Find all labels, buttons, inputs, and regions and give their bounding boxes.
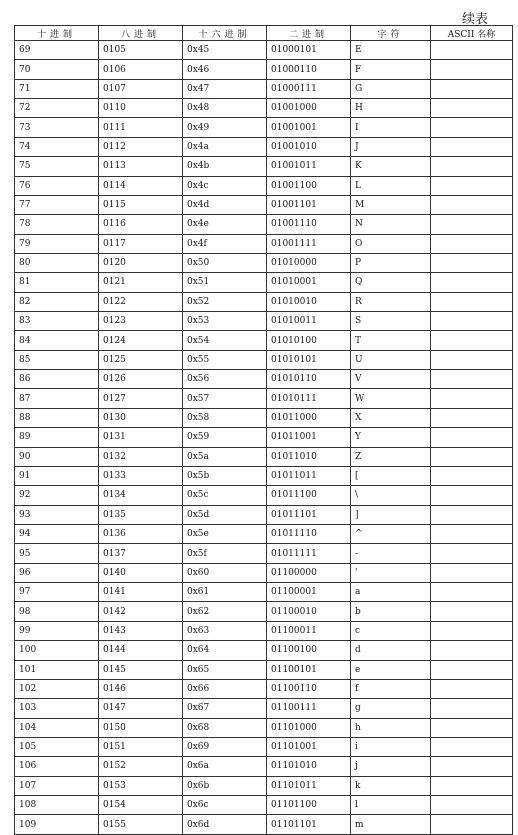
ascii-name-cell (431, 273, 513, 292)
hex-cell: 0x5c (183, 486, 267, 505)
table-row (15, 79, 513, 98)
binary-cell: 01010111 (267, 389, 351, 408)
character-cell: j (351, 757, 431, 776)
character-cell: T (351, 331, 431, 350)
hex-cell: 0x65 (183, 660, 267, 679)
hex-cell: 0x6b (183, 776, 267, 795)
character-cell: R (351, 292, 431, 311)
binary-cell: 01011110 (267, 524, 351, 543)
character-cell: E (351, 41, 431, 60)
table-row (15, 137, 513, 156)
binary-cell: 01100000 (267, 563, 351, 582)
ascii-name-cell (431, 60, 513, 79)
table-row (15, 99, 513, 118)
header-octal: 八进制 (99, 26, 183, 41)
ascii-name-cell (431, 718, 513, 737)
header-ascii-name: ASCII 名称 (431, 26, 513, 41)
ascii-name-cell (431, 350, 513, 369)
octal-cell: 0134 (99, 486, 183, 505)
character-cell: F (351, 60, 431, 79)
binary-cell: 01100010 (267, 602, 351, 621)
decimal-cell: 92 (15, 486, 99, 505)
octal-cell: 0145 (99, 660, 183, 679)
character-cell: g (351, 699, 431, 718)
ascii-name-cell (431, 641, 513, 660)
hex-cell: 0x5e (183, 524, 267, 543)
table-row (15, 641, 513, 660)
character-cell: d (351, 641, 431, 660)
ascii-name-cell (431, 563, 513, 582)
table-row (15, 524, 513, 543)
octal-cell: 0127 (99, 389, 183, 408)
octal-cell: 0155 (99, 815, 183, 834)
character-cell: I (351, 118, 431, 137)
binary-cell: 01010100 (267, 331, 351, 350)
binary-cell: 01001100 (267, 176, 351, 195)
octal-cell: 0146 (99, 679, 183, 698)
hex-cell: 0x6a (183, 757, 267, 776)
hex-cell: 0x4e (183, 215, 267, 234)
table-row (15, 118, 513, 137)
character-cell: X (351, 408, 431, 427)
decimal-cell: 102 (15, 679, 99, 698)
octal-cell: 0113 (99, 157, 183, 176)
table-row (15, 602, 513, 621)
table-row (15, 176, 513, 195)
ascii-name-cell (431, 583, 513, 602)
octal-cell: 0143 (99, 621, 183, 640)
character-cell: l (351, 796, 431, 815)
octal-cell: 0125 (99, 350, 183, 369)
character-cell: i (351, 737, 431, 756)
character-cell: a (351, 583, 431, 602)
decimal-cell: 90 (15, 447, 99, 466)
decimal-cell: 85 (15, 350, 99, 369)
binary-cell: 01101011 (267, 776, 351, 795)
ascii-table (14, 25, 513, 835)
decimal-cell: 91 (15, 466, 99, 485)
binary-cell: 01011111 (267, 544, 351, 563)
octal-cell: 0114 (99, 176, 183, 195)
octal-cell: 0110 (99, 99, 183, 118)
hex-cell: 0x4d (183, 195, 267, 214)
table-row (15, 679, 513, 698)
binary-cell: 01011101 (267, 505, 351, 524)
decimal-cell: 72 (15, 99, 99, 118)
character-cell: [ (351, 466, 431, 485)
decimal-cell: 108 (15, 796, 99, 815)
hex-cell: 0x64 (183, 641, 267, 660)
decimal-cell: 84 (15, 331, 99, 350)
octal-cell: 0133 (99, 466, 183, 485)
binary-cell: 01100111 (267, 699, 351, 718)
hex-cell: 0x66 (183, 679, 267, 698)
character-cell: K (351, 157, 431, 176)
table-row (15, 544, 513, 563)
hex-cell: 0x57 (183, 389, 267, 408)
binary-cell: 01101101 (267, 815, 351, 834)
binary-cell: 01011011 (267, 466, 351, 485)
hex-cell: 0x45 (183, 41, 267, 60)
hex-cell: 0x4c (183, 176, 267, 195)
binary-cell: 01101010 (267, 757, 351, 776)
octal-cell: 0154 (99, 796, 183, 815)
octal-cell: 0135 (99, 505, 183, 524)
decimal-cell: 93 (15, 505, 99, 524)
hex-cell: 0x51 (183, 273, 267, 292)
octal-cell: 0107 (99, 79, 183, 98)
table-row (15, 195, 513, 214)
binary-cell: 01001000 (267, 99, 351, 118)
table-row (15, 312, 513, 331)
ascii-name-cell (431, 776, 513, 795)
binary-cell: 01001110 (267, 215, 351, 234)
decimal-cell: 89 (15, 428, 99, 447)
ascii-name-cell (431, 602, 513, 621)
binary-cell: 01100101 (267, 660, 351, 679)
decimal-cell: 97 (15, 583, 99, 602)
octal-cell: 0141 (99, 583, 183, 602)
ascii-name-cell (431, 389, 513, 408)
binary-cell: 01011100 (267, 486, 351, 505)
decimal-cell: 100 (15, 641, 99, 660)
ascii-name-cell (431, 41, 513, 60)
hex-cell: 0x5d (183, 505, 267, 524)
character-cell: V (351, 370, 431, 389)
hex-cell: 0x6c (183, 796, 267, 815)
decimal-cell: 106 (15, 757, 99, 776)
table-row (15, 718, 513, 737)
table-row (15, 660, 513, 679)
octal-cell: 0112 (99, 137, 183, 156)
binary-cell: 01010101 (267, 350, 351, 369)
character-cell: Y (351, 428, 431, 447)
hex-cell: 0x4a (183, 137, 267, 156)
decimal-cell: 73 (15, 118, 99, 137)
hex-cell: 0x4f (183, 234, 267, 253)
character-cell: G (351, 79, 431, 98)
octal-cell: 0122 (99, 292, 183, 311)
hex-cell: 0x48 (183, 99, 267, 118)
character-cell: M (351, 195, 431, 214)
octal-cell: 0130 (99, 408, 183, 427)
octal-cell: 0124 (99, 331, 183, 350)
decimal-cell: 87 (15, 389, 99, 408)
decimal-cell: 80 (15, 253, 99, 272)
decimal-cell: 82 (15, 292, 99, 311)
hex-cell: 0x61 (183, 583, 267, 602)
hex-cell: 0x68 (183, 718, 267, 737)
table-row (15, 447, 513, 466)
binary-cell: 01010110 (267, 370, 351, 389)
decimal-cell: 98 (15, 602, 99, 621)
table-row (15, 41, 513, 60)
decimal-cell: 70 (15, 60, 99, 79)
decimal-cell: 103 (15, 699, 99, 718)
header-binary: 二进制 (267, 26, 351, 41)
character-cell: \ (351, 486, 431, 505)
octal-cell: 0120 (99, 253, 183, 272)
octal-cell: 0136 (99, 524, 183, 543)
ascii-name-cell (431, 505, 513, 524)
ascii-name-cell (431, 524, 513, 543)
hex-cell: 0x4b (183, 157, 267, 176)
decimal-cell: 99 (15, 621, 99, 640)
binary-cell: 01001011 (267, 157, 351, 176)
hex-cell: 0x52 (183, 292, 267, 311)
decimal-cell: 88 (15, 408, 99, 427)
table-row (15, 563, 513, 582)
table-row (15, 60, 513, 79)
decimal-cell: 96 (15, 563, 99, 582)
ascii-name-cell (431, 679, 513, 698)
character-cell: N (351, 215, 431, 234)
character-cell: ^ (351, 524, 431, 543)
table-row (15, 815, 513, 834)
decimal-cell: 69 (15, 41, 99, 60)
octal-cell: 0140 (99, 563, 183, 582)
hex-cell: 0x69 (183, 737, 267, 756)
hex-cell: 0x5b (183, 466, 267, 485)
ascii-name-cell (431, 737, 513, 756)
ascii-name-cell (431, 99, 513, 118)
table-row (15, 370, 513, 389)
table-row (15, 157, 513, 176)
octal-cell: 0150 (99, 718, 183, 737)
binary-cell: 01100011 (267, 621, 351, 640)
ascii-name-cell (431, 428, 513, 447)
decimal-cell: 79 (15, 234, 99, 253)
decimal-cell: 78 (15, 215, 99, 234)
character-cell: J (351, 137, 431, 156)
decimal-cell: 105 (15, 737, 99, 756)
character-cell: k (351, 776, 431, 795)
binary-cell: 01001001 (267, 118, 351, 137)
continued-label: 续表 (461, 12, 488, 27)
octal-cell: 0147 (99, 699, 183, 718)
character-cell: ' (351, 563, 431, 582)
binary-cell: 01011000 (267, 408, 351, 427)
octal-cell: 0132 (99, 447, 183, 466)
ascii-name-cell (431, 699, 513, 718)
ascii-name-cell (431, 118, 513, 137)
table-row (15, 486, 513, 505)
binary-cell: 01101100 (267, 796, 351, 815)
ascii-name-cell (431, 370, 513, 389)
binary-cell: 01000111 (267, 79, 351, 98)
table-row (15, 389, 513, 408)
ascii-name-cell (431, 79, 513, 98)
hex-cell: 0x63 (183, 621, 267, 640)
decimal-cell: 75 (15, 157, 99, 176)
octal-cell: 0123 (99, 312, 183, 331)
binary-cell: 01000101 (267, 41, 351, 60)
octal-cell: 0144 (99, 641, 183, 660)
octal-cell: 0126 (99, 370, 183, 389)
character-cell: P (351, 253, 431, 272)
binary-cell: 01001111 (267, 234, 351, 253)
table-row (15, 428, 513, 447)
table-row (15, 273, 513, 292)
octal-cell: 0115 (99, 195, 183, 214)
character-cell: c (351, 621, 431, 640)
octal-cell: 0151 (99, 737, 183, 756)
table-row (15, 757, 513, 776)
octal-cell: 0111 (99, 118, 183, 137)
ascii-name-cell (431, 815, 513, 834)
ascii-name-cell (431, 621, 513, 640)
decimal-cell: 86 (15, 370, 99, 389)
decimal-cell: 101 (15, 660, 99, 679)
ascii-name-cell (431, 215, 513, 234)
ascii-name-cell (431, 486, 513, 505)
decimal-cell: 104 (15, 718, 99, 737)
character-cell: Q (351, 273, 431, 292)
hex-cell: 0x54 (183, 331, 267, 350)
binary-cell: 01101001 (267, 737, 351, 756)
table-row (15, 505, 513, 524)
table-row (15, 331, 513, 350)
binary-cell: 01100001 (267, 583, 351, 602)
binary-cell: 01010011 (267, 312, 351, 331)
hex-cell: 0x67 (183, 699, 267, 718)
table-row (15, 583, 513, 602)
header-character: 字符 (351, 26, 431, 41)
character-cell: L (351, 176, 431, 195)
ascii-name-cell (431, 157, 513, 176)
hex-cell: 0x5f (183, 544, 267, 563)
octal-cell: 0116 (99, 215, 183, 234)
character-cell: U (351, 350, 431, 369)
hex-cell: 0x6d (183, 815, 267, 834)
binary-cell: 01011010 (267, 447, 351, 466)
ascii-name-cell (431, 292, 513, 311)
ascii-name-cell (431, 447, 513, 466)
character-cell: e (351, 660, 431, 679)
ascii-name-cell (431, 137, 513, 156)
decimal-cell: 94 (15, 524, 99, 543)
hex-cell: 0x49 (183, 118, 267, 137)
hex-cell: 0x50 (183, 253, 267, 272)
table-row (15, 350, 513, 369)
decimal-cell: 76 (15, 176, 99, 195)
ascii-name-cell (431, 660, 513, 679)
character-cell: O (351, 234, 431, 253)
octal-cell: 0131 (99, 428, 183, 447)
table-row (15, 292, 513, 311)
binary-cell: 01011001 (267, 428, 351, 447)
octal-cell: 0106 (99, 60, 183, 79)
hex-cell: 0x56 (183, 370, 267, 389)
hex-cell: 0x55 (183, 350, 267, 369)
table-row (15, 215, 513, 234)
character-cell: H (351, 99, 431, 118)
table-row (15, 621, 513, 640)
character-cell: S (351, 312, 431, 331)
ascii-name-cell (431, 544, 513, 563)
hex-cell: 0x46 (183, 60, 267, 79)
decimal-cell: 71 (15, 79, 99, 98)
decimal-cell: 109 (15, 815, 99, 834)
ascii-name-cell (431, 408, 513, 427)
decimal-cell: 95 (15, 544, 99, 563)
ascii-name-cell (431, 234, 513, 253)
ascii-name-cell (431, 253, 513, 272)
octal-cell: 0142 (99, 602, 183, 621)
character-cell: Z (351, 447, 431, 466)
binary-cell: 01101000 (267, 718, 351, 737)
table-row (15, 408, 513, 427)
binary-cell: 01001101 (267, 195, 351, 214)
binary-cell: 01010010 (267, 292, 351, 311)
character-cell: m (351, 815, 431, 834)
table-row (15, 466, 513, 485)
header-hex: 十六进制 (183, 26, 267, 41)
hex-cell: 0x47 (183, 79, 267, 98)
header-decimal: 十进制 (15, 26, 99, 41)
decimal-cell: 81 (15, 273, 99, 292)
character-cell: f (351, 679, 431, 698)
octal-cell: 0117 (99, 234, 183, 253)
binary-cell: 01010001 (267, 273, 351, 292)
binary-cell: 01000110 (267, 60, 351, 79)
hex-cell: 0x60 (183, 563, 267, 582)
table-row (15, 699, 513, 718)
hex-cell: 0x62 (183, 602, 267, 621)
binary-cell: 01100110 (267, 679, 351, 698)
ascii-name-cell (431, 195, 513, 214)
ascii-name-cell (431, 466, 513, 485)
hex-cell: 0x59 (183, 428, 267, 447)
ascii-name-cell (431, 176, 513, 195)
character-cell: - (351, 544, 431, 563)
octal-cell: 0137 (99, 544, 183, 563)
octal-cell: 0105 (99, 41, 183, 60)
character-cell: h (351, 718, 431, 737)
ascii-name-cell (431, 312, 513, 331)
hex-cell: 0x53 (183, 312, 267, 331)
table-row (15, 796, 513, 815)
table-header-row (15, 26, 513, 41)
binary-cell: 01001010 (267, 137, 351, 156)
octal-cell: 0153 (99, 776, 183, 795)
octal-cell: 0152 (99, 757, 183, 776)
character-cell: ] (351, 505, 431, 524)
binary-cell: 01010000 (267, 253, 351, 272)
character-cell: W (351, 389, 431, 408)
decimal-cell: 77 (15, 195, 99, 214)
table-body (15, 41, 513, 835)
table-row (15, 253, 513, 272)
character-cell: b (351, 602, 431, 621)
binary-cell: 01100100 (267, 641, 351, 660)
table-row (15, 737, 513, 756)
decimal-cell: 107 (15, 776, 99, 795)
table-row (15, 234, 513, 253)
decimal-cell: 83 (15, 312, 99, 331)
hex-cell: 0x58 (183, 408, 267, 427)
hex-cell: 0x5a (183, 447, 267, 466)
ascii-name-cell (431, 757, 513, 776)
table-row (15, 776, 513, 795)
ascii-name-cell (431, 796, 513, 815)
ascii-name-cell (431, 331, 513, 350)
octal-cell: 0121 (99, 273, 183, 292)
decimal-cell: 74 (15, 137, 99, 156)
